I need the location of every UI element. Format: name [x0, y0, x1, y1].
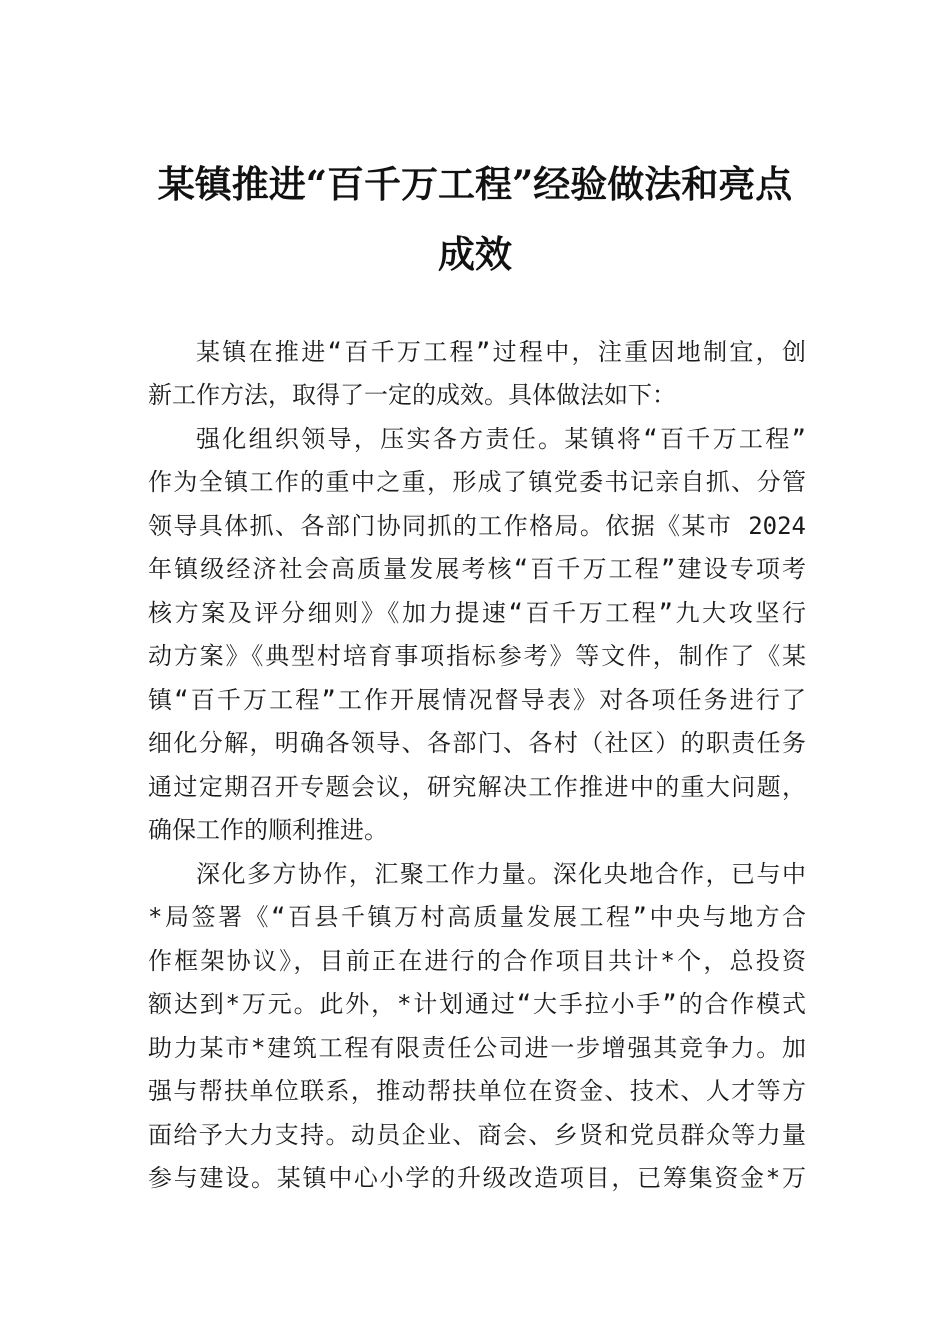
body-line: 镇“百千万工程”工作开展情况督导表》对各项任务进行了 [148, 686, 806, 714]
document-title-line-2: 成效 [438, 232, 512, 276]
body-line: 确保工作的顺利推进。 [148, 816, 388, 844]
body-line: 作框架协议》，目前正在进行的合作项目共计*个，总投资 [148, 947, 806, 975]
body-line: 动方案》《典型村培育事项指标参考》等文件，制作了《某 [148, 642, 806, 670]
body-line: 参与建设。某镇中心小学的升级改造项目，已筹集资金*万 [148, 1164, 806, 1192]
body-line: 通过定期召开专题会议，研究解决工作推进中的重大问题， [148, 773, 806, 801]
body-line: 核方案及评分细则》《加力提速“百千万工程”九大攻坚行 [148, 599, 806, 627]
body-line: 深化多方协作，汇聚工作力量。深化央地合作，已与中 [196, 860, 806, 888]
body-line: 年镇级经济社会高质量发展考核“百千万工程”建设专项考 [148, 555, 806, 583]
body-line: 面给予大力支持。动员企业、商会、乡贤和党员群众等力量 [148, 1121, 806, 1149]
body-line: 作为全镇工作的重中之重，形成了镇党委书记亲自抓、分管 [148, 468, 806, 496]
body-line: 助力某市*建筑工程有限责任公司进一步增强其竞争力。加 [148, 1034, 806, 1062]
body-line: 某镇在推进“百千万工程”过程中，注重因地制宜，创 [196, 338, 806, 366]
body-line: 强与帮扶单位联系，推动帮扶单位在资金、技术、人才等方 [148, 1077, 806, 1105]
body-line: 领导具体抓、各部门协同抓的工作格局。依据《某市 2024 [148, 512, 806, 540]
body-line: 强化组织领导，压实各方责任。某镇将“百千万工程” [196, 425, 806, 453]
body-line: 细化分解，明确各领导、各部门、各村（社区）的职责任务 [148, 729, 806, 757]
body-line: 新工作方法，取得了一定的成效。具体做法如下： [148, 381, 676, 409]
body-line: *局签署《“百县千镇万村高质量发展工程”中央与地方合 [148, 903, 806, 931]
document-title-line-1: 某镇推进“百千万工程”经验做法和亮点 [157, 162, 793, 206]
body-line: 额达到*万元。此外，*计划通过“大手拉小手”的合作模式 [148, 990, 806, 1018]
